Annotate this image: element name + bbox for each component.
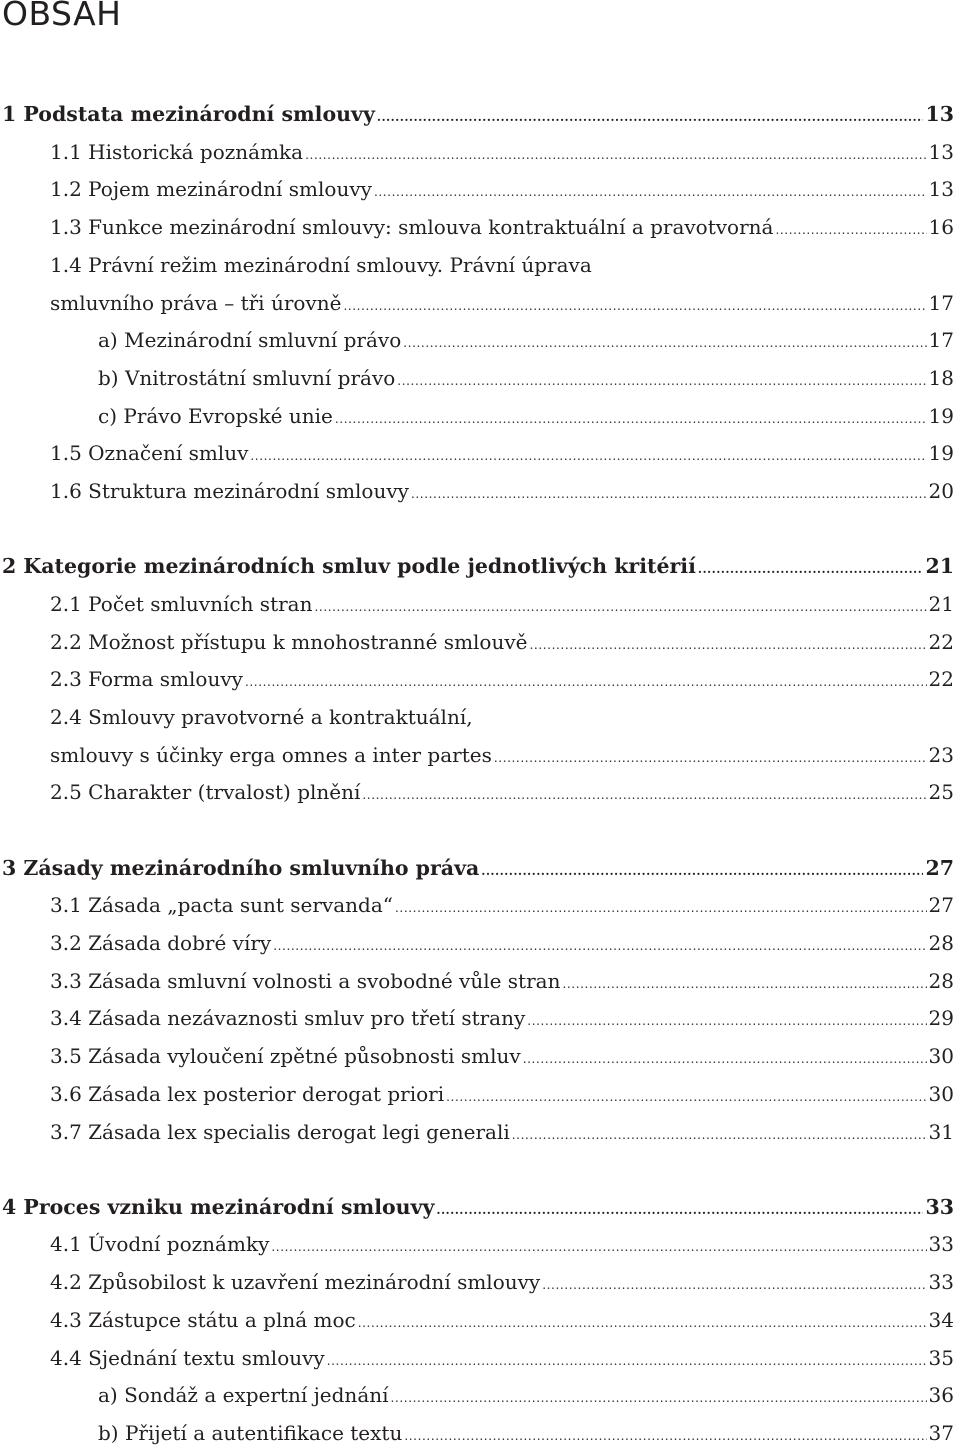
toc-leader-dots [362, 779, 926, 811]
toc-section[interactable] [50, 437, 954, 469]
toc-leader-dots [305, 139, 926, 171]
toc-leader-dots [562, 968, 926, 1000]
toc-page-number: 29 [928, 1006, 954, 1031]
toc-subsection[interactable] [98, 362, 954, 394]
toc-page-number: 21 [928, 591, 954, 616]
toc-entry-title: 3.4 Zásada nezávaznosti smluv pro třetí strany [50, 1006, 526, 1031]
toc-page-number: 13 [928, 177, 954, 202]
toc-leader-dots [271, 1231, 926, 1263]
toc-section[interactable] [50, 927, 954, 959]
toc-leader-dots [335, 403, 927, 435]
toc-leader-dots [273, 930, 926, 962]
toc-entry-title: 3 Zásady mezinárodního smluvního práva [2, 855, 480, 880]
toc-entry-title: 3.5 Zásada vyloučení zpětné působnosti smluv [50, 1044, 521, 1069]
toc-section[interactable] [50, 1040, 954, 1072]
toc-page-number: 19 [928, 441, 954, 466]
toc-section[interactable] [50, 173, 954, 205]
toc-entry-title-line: 1.4 Právní režim mezinárodní smlouvy. Právní úprava [50, 252, 592, 277]
toc-page-number: 13 [928, 139, 954, 164]
toc-entry-title: 1.3 Funkce mezinárodní smlouvy: smlouva kontraktuální a pravotvorná [50, 215, 774, 240]
toc-entry-title: 3.3 Zásada smluvní volnosti a svobodné vůle stran [50, 968, 561, 993]
toc-page-number: 17 [928, 328, 954, 353]
toc-entry-title: 4.1 Úvodní poznámky [50, 1232, 270, 1257]
toc-section[interactable] [50, 776, 954, 808]
toc-leader-dots [527, 1005, 926, 1037]
toc-leader-dots [481, 855, 923, 887]
toc-entry-title: 1.1 Historická poznámka [50, 139, 304, 164]
toc-page-number: 37 [928, 1420, 954, 1445]
toc-entry-title: 1.6 Struktura mezinárodní smlouvy [50, 479, 409, 503]
toc-page-number: 18 [928, 365, 954, 390]
toc-entry-title: 3.1 Zásada „pacta sunt servanda“ [50, 893, 393, 918]
toc-entry-title: 3.2 Zásada dobré víry [50, 931, 272, 955]
toc-chapter[interactable] [2, 1191, 954, 1223]
toc-page-number: 33 [928, 1232, 954, 1257]
toc-page-number: 30 [928, 1044, 954, 1069]
toc-entry-title: 2.1 Počet smluvních stran [50, 591, 313, 616]
toc-leader-dots [411, 478, 927, 510]
toc-section[interactable] [50, 287, 954, 319]
toc-chapter[interactable] [2, 550, 954, 582]
toc-entry-title: c) Právo Evropské unie [98, 403, 333, 428]
toc-entry-title: 3.7 Zásada lex specialis derogat legi generali [50, 1119, 510, 1144]
toc-section[interactable] [50, 739, 954, 771]
toc-entry-title: 2 Kategorie mezinárodních smluv podle jednotlivých kritérií [2, 554, 696, 579]
toc-section[interactable] [50, 965, 954, 997]
toc-leader-dots [494, 742, 927, 774]
toc-section[interactable] [50, 1078, 954, 1110]
toc-entry-title: 2.2 Možnost přístupu k mnohostranné smlouvě [50, 629, 528, 654]
toc-entry-title: 1.2 Pojem mezinárodní smlouvy [50, 177, 372, 202]
toc-leader-dots [436, 1194, 923, 1226]
toc-entry-title: 4.4 Sjednání textu smlouvy [50, 1345, 325, 1370]
toc-leader-dots [250, 440, 926, 472]
toc-entry-title: a) Sondáž a expertní jednání [98, 1383, 389, 1408]
toc-leader-dots [327, 1345, 927, 1377]
toc-leader-dots [446, 1081, 926, 1113]
toc-leader-dots [377, 101, 924, 133]
toc-section[interactable] [50, 1116, 954, 1148]
toc-section[interactable] [50, 1342, 954, 1374]
toc-section[interactable] [50, 475, 954, 507]
toc-entry-title: 4.3 Zástupce státu a plná moc [50, 1307, 356, 1332]
toc-entry-title-line: 2.4 Smlouvy pravotvorné a kontraktuální, [50, 705, 473, 729]
toc-page-number: 35 [928, 1345, 954, 1370]
toc-leader-dots [391, 1382, 927, 1414]
toc-page-number: 19 [928, 403, 954, 428]
toc-entry-title: 4 Proces vzniku mezinárodní smlouvy [2, 1194, 435, 1219]
toc-leader-dots [403, 327, 926, 359]
toc-page-number: 17 [928, 290, 954, 315]
toc-section[interactable] [50, 1304, 954, 1336]
toc-leader-dots [343, 290, 926, 322]
toc-chapter[interactable] [2, 98, 954, 130]
toc-page-number: 33 [928, 1270, 954, 1295]
toc-page-number: 36 [928, 1383, 954, 1408]
toc-entry-title: smluvního práva – tři úrovně [50, 290, 342, 315]
toc-leader-dots [404, 1420, 926, 1452]
toc-page-number: 16 [928, 215, 954, 240]
toc-section[interactable] [50, 626, 954, 658]
toc-leader-dots [314, 591, 926, 623]
toc-entry-title: a) Mezinárodní smluvní právo [98, 328, 402, 353]
toc-page-number: 31 [928, 1119, 954, 1144]
toc-leader-dots [358, 1307, 927, 1339]
toc-entry-title: 2.5 Charakter (trvalost) plnění [50, 780, 361, 805]
toc-entry-title: b) Přijetí a autentifikace textu [98, 1420, 403, 1445]
toc-page-number: 28 [928, 931, 954, 955]
toc-leader-dots [698, 553, 924, 585]
toc-leader-dots [374, 176, 927, 208]
toc-entry-title: b) Vnitrostátní smluvní právo [98, 365, 396, 390]
toc-subsection[interactable] [98, 1417, 954, 1449]
toc-section[interactable] [50, 588, 954, 620]
toc-leader-dots [512, 1119, 927, 1151]
toc-section[interactable] [50, 1002, 954, 1034]
toc-entry-title: 3.6 Zásada lex posterior derogat priori [50, 1081, 445, 1106]
toc-page-number: 21 [925, 554, 954, 579]
toc-page-number: 13 [925, 102, 954, 126]
toc-page-number: 23 [928, 742, 954, 767]
toc-section[interactable] [50, 1228, 954, 1260]
toc-entry-title: 1.5 Označení smluv [50, 441, 249, 466]
toc-page-number: 27 [925, 855, 954, 880]
toc-leader-dots [245, 666, 927, 698]
toc-section[interactable] [50, 663, 954, 695]
toc-page-number: 33 [925, 1194, 954, 1219]
toc-section[interactable] [50, 889, 954, 921]
toc-leader-dots [542, 1269, 926, 1301]
toc-subsection[interactable] [98, 400, 954, 432]
toc-leader-dots [395, 892, 927, 924]
toc-page-number: 28 [928, 968, 954, 993]
toc-leader-dots [523, 1043, 927, 1075]
toc-page-number: 22 [928, 667, 954, 692]
toc-page-number: 20 [928, 479, 954, 503]
toc-subsection[interactable] [98, 1379, 954, 1411]
toc-page-number: 25 [928, 780, 954, 805]
toc-entry-title: 1 Podstata mezinárodní smlouvy [2, 102, 375, 126]
toc-page-number: 27 [928, 893, 954, 918]
toc-entry-title: 2.3 Forma smlouvy [50, 667, 243, 692]
toc-entry-title: smlouvy s účinky erga omnes a inter partes [50, 742, 492, 767]
toc-section[interactable] [50, 211, 954, 243]
toc-chapter[interactable] [2, 852, 954, 884]
page-title: OBSAH [2, 0, 122, 33]
toc-leader-dots [530, 629, 927, 661]
toc-entry-title: 4.2 Způsobilost k uzavření mezinárodní smlouvy [50, 1270, 541, 1295]
toc-page-number: 34 [928, 1307, 954, 1332]
toc-subsection[interactable] [98, 324, 954, 356]
toc-page-number: 30 [928, 1081, 954, 1106]
toc-page-number: 22 [928, 629, 954, 654]
toc-section[interactable] [50, 136, 954, 168]
toc-leader-dots [397, 365, 926, 397]
toc-section[interactable] [50, 1266, 954, 1298]
toc-leader-dots [775, 214, 926, 246]
